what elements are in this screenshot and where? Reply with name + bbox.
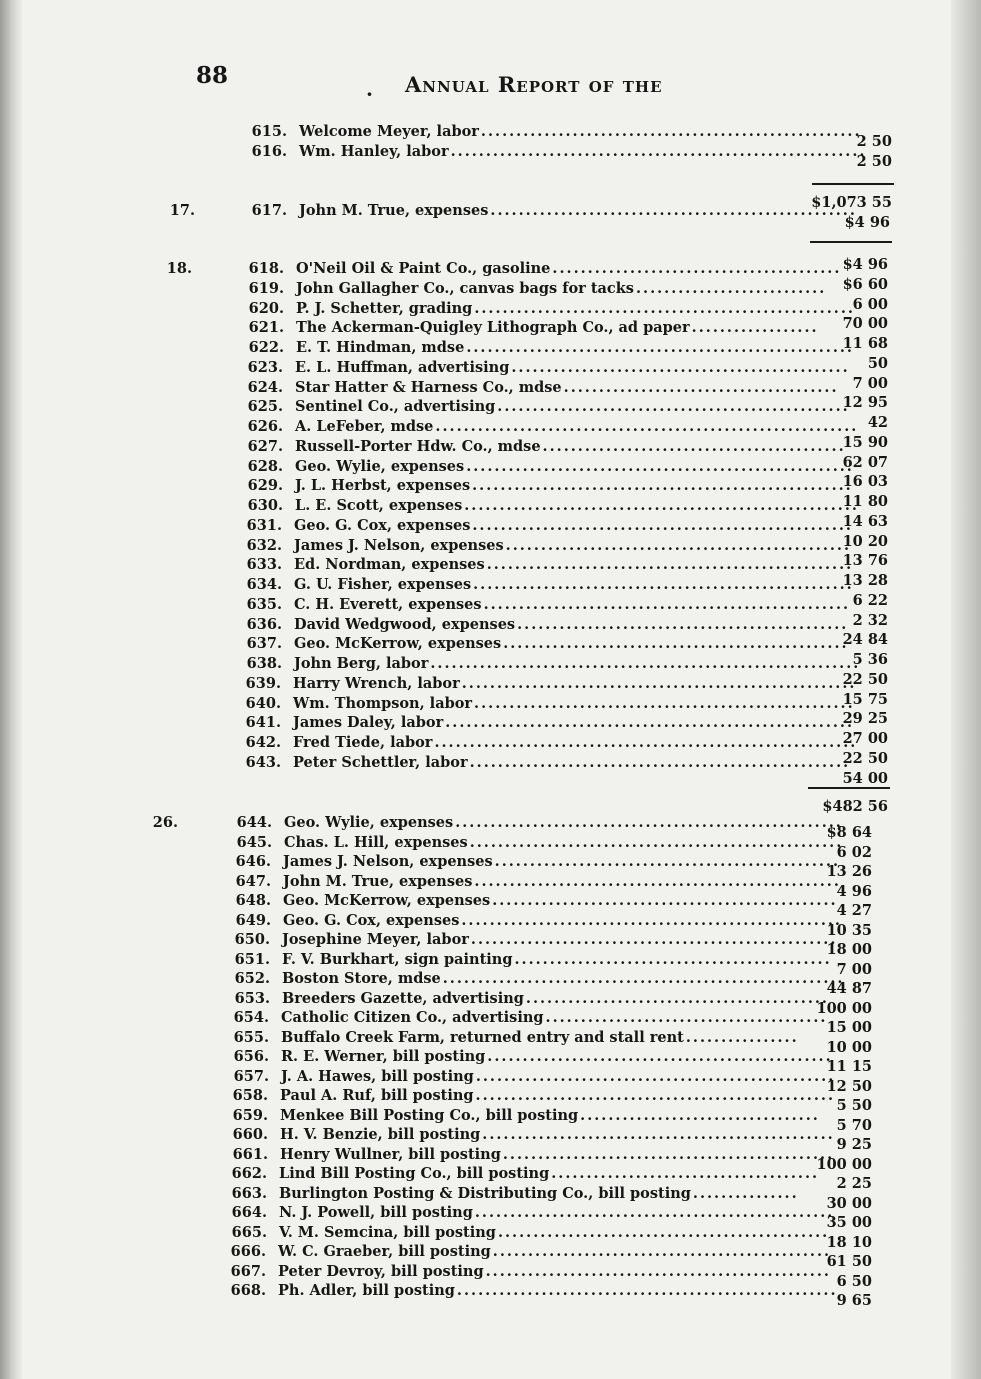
running-head: Annual Report of the [405,72,663,97]
entry-description: John Gallagher Co., canvas bags for tacks [296,279,634,297]
entry-amount: 6 00 [852,295,888,313]
dot-leader: ........................................................ [464,497,859,514]
entry-amount: 22 50 [842,670,888,688]
voucher-number: 643. [245,753,281,771]
entry-description: R. E. Werner, bill posting [281,1048,486,1065]
entry-description: Buffalo Creek Farm, returned entry and stall rent [281,1028,684,1046]
table-row [150,575,854,595]
entry-amount: 16 03 [842,473,888,491]
dot-leader: ........................................... [525,989,829,1007]
table-row [149,713,855,733]
entry-description: James J. Nelson, expenses [283,853,493,870]
table-row [136,930,838,950]
entry-day: 26. [152,814,178,831]
entry-description: G. U. Fisher, expenses [294,576,472,593]
voucher-number: 646. [235,853,271,870]
total-rule [810,241,892,243]
dot-leader: ....................................................... [466,457,854,475]
dot-leader: .................................................. [497,398,850,416]
voucher-number: 657. [233,1067,269,1085]
dot-leader: ................................................... [474,1204,835,1221]
dot-leader: ................................................... [475,1087,835,1104]
voucher-number: 642. [245,734,281,751]
entry-amount: 35 00 [826,1214,872,1231]
dot-leader: .................................................... [486,556,854,574]
entry-amount: 4 27 [836,902,872,919]
entry-amount: $8 64 [826,824,872,841]
dot-leader: ...................................................... [474,694,855,712]
voucher-number: 666. [230,1243,266,1260]
dot-leader: ................................................ [492,1243,832,1260]
voucher-number: 635. [246,595,282,613]
entry-amount: 22 50 [842,749,888,767]
entry-amount: 4 96 [836,882,872,900]
dot-leader: ................................................. [494,853,841,870]
entry-amount: 5 70 [836,1116,872,1134]
voucher-number: 633. [246,556,282,574]
dot-leader: ...................................................... [480,123,862,140]
section-total: $1,073 55 [811,194,892,211]
voucher-number: 619. [248,279,284,297]
entry-description: John M. True, expenses [283,872,473,890]
entry-description: Breeders Gazette, advertising [282,989,524,1007]
table-row [137,872,841,892]
dot-leader: ........................................... [542,437,846,455]
table-row [155,201,857,221]
voucher-number: 650. [234,931,270,948]
voucher-number: 624. [247,378,283,396]
entry-description: John Berg, labor [294,655,429,672]
table-row [150,516,853,536]
entry-description: Welcome Meyer, labor [299,123,479,140]
voucher-number: 621. [248,319,284,337]
entry-description: Harry Wrench, labor [293,674,460,692]
entry-description: Russell-Porter Hdw. Co., mdse [295,437,541,455]
dot-leader: ...................................................... [461,911,842,929]
table-row [151,476,853,496]
entry-description: Josephine Meyer, labor [282,931,469,948]
entry-amount: 2 32 [852,611,888,629]
entry-description: C. H. Everett, expenses [294,595,482,613]
dot-leader: ............................................................. [430,655,861,672]
entry-description: David Wedgwood, expenses [294,615,516,633]
voucher-number: 659. [232,1106,268,1124]
entry-description: James J. Nelson, expenses [294,536,504,554]
entry-amount: 12 95 [842,394,888,412]
dot-leader: .................. [691,319,819,337]
table-row [155,122,862,142]
table-row [135,1008,828,1028]
voucher-number: 631. [246,516,282,534]
voucher-number: 651. [234,950,270,968]
entry-description: Star Hatter & Harness Co., mdse [295,378,562,396]
voucher-number: 648. [235,892,271,909]
entry-amount: 15 75 [842,690,888,708]
dot-leader: ........................... [635,279,827,297]
table-row [138,813,843,833]
dot-leader: ................................................. [485,1262,831,1280]
total-rule [812,183,894,185]
table-row [133,1164,820,1184]
entry-amount: 62 07 [842,453,888,471]
dot-leader: ................................................ [511,358,850,376]
voucher-number: 656. [233,1048,269,1065]
total-rule [808,787,890,789]
voucher-number: 617. [251,202,287,219]
dot-leader: ...................................................... [472,516,853,534]
entry-amount: 2 50 [856,133,892,150]
entry-amount: 6 22 [852,591,888,609]
table-row [149,694,855,714]
table-row [150,555,854,575]
entry-description: Geo. G. Cox, expenses [294,516,471,534]
voucher-number: 634. [246,576,282,593]
dot-leader: ............................................................ [434,734,858,751]
voucher-number: 661. [232,1145,268,1163]
entry-amount: 70 00 [842,315,888,333]
dot-leader: ......................................... [552,260,842,277]
dot-leader: ....................................................... [455,814,843,831]
dot-leader: ...................................................... [469,753,851,771]
entry-description: Ed. Nordman, expenses [294,556,485,574]
table-row [132,1281,838,1301]
voucher-number: 638. [246,655,282,672]
entry-amount: $6 60 [842,275,888,293]
dot-leader: ............................................................ [435,418,859,435]
table-row [152,259,842,279]
entry-description: Geo. McKerrow, expenses [283,892,491,909]
entry-description: Geo. McKerrow, expenses [294,635,502,653]
entry-amount: 10 35 [826,921,872,939]
table-row [150,536,852,556]
voucher-number: 628. [247,457,283,475]
entry-description: W. C. Graeber, bill posting [278,1243,491,1260]
dot-leader: ............................................. [514,950,832,968]
dot-leader: .................................................. [482,1126,835,1143]
entry-amount: 7 00 [852,374,888,392]
dot-leader: ........................................ [545,1009,828,1026]
entry-day: 17. [169,202,195,219]
entry-amount: 100 00 [816,999,872,1017]
dot-leader: ...................................................... [474,299,855,317]
table-row [152,338,854,358]
dot-leader: ...................................... [551,1165,820,1182]
voucher-number: 644. [236,814,272,831]
entry-amount: 10 00 [826,1038,872,1056]
table-row [132,1262,831,1282]
dot-leader: ................................................... [475,1067,836,1085]
entry-description: O'Neil Oil & Paint Co., gasoline [296,260,551,277]
table-row [137,891,838,911]
table-row [138,833,844,853]
voucher-number: 636. [246,615,282,633]
dot-leader: ..................................................... [469,833,844,851]
entry-description: H. V. Benzie, bill posting [280,1126,481,1143]
voucher-number: 664. [231,1204,267,1221]
entry-amount: 2 50 [856,152,892,170]
entry-description: Chas. L. Hill, expenses [284,833,468,851]
entry-description: Burlington Posting & Distributing Co., bill posting [279,1184,691,1202]
voucher-number: 626. [247,418,283,435]
entry-amount: 24 84 [842,631,888,649]
dot-leader: ...................................................... [472,477,853,495]
voucher-number: 623. [247,358,283,376]
voucher-number: 663. [231,1184,267,1202]
entry-amount: 6 50 [836,1272,872,1290]
table-row [134,1106,820,1126]
voucher-number: 627. [247,437,283,455]
entry-description: Fred Tiede, labor [293,734,433,751]
entry-description: J. A. Hawes, bill posting [281,1067,474,1085]
entry-description: P. J. Schetter, grading [296,299,473,317]
voucher-number: 652. [234,970,270,987]
table-row [151,457,854,477]
entry-description: Geo. G. Cox, expenses [283,911,460,929]
entry-amount: 11 15 [826,1058,872,1075]
entry-amount: $4 96 [842,256,888,273]
table-row [134,1145,835,1165]
dot-leader: ............... [692,1184,799,1202]
entry-amount: 42 [867,414,888,431]
entry-amount: 18 00 [826,941,872,958]
entry-description: Menkee Bill Posting Co., bill posting [280,1106,579,1124]
dot-leader: ......................................................... [442,970,845,987]
entry-amount: 15 90 [842,433,888,451]
entry-description: Wm. Thompson, labor [293,694,473,712]
table-row [151,496,859,516]
table-row [133,1184,799,1204]
voucher-number: 668. [230,1282,266,1299]
table-row [152,318,819,338]
table-row [150,615,849,635]
entry-amount: 50 [867,354,888,372]
entry-amount: 15 00 [826,1019,872,1036]
dot-leader: ................................................. [487,1048,833,1065]
voucher-number: 662. [231,1165,267,1182]
entry-amount: $4 96 [844,214,890,231]
voucher-number: 615. [251,123,287,140]
entry-day: 18. [166,260,192,277]
table-row [152,279,827,299]
dot-leader: ................................................. [505,536,852,554]
table-row [136,969,845,989]
entry-description: Ph. Adler, bill posting [278,1282,455,1299]
dot-leader: ...................................................... [456,1282,838,1299]
dot-leader: ................................................. [492,892,838,909]
voucher-number: 640. [245,694,281,712]
voucher-number: 655. [233,1028,269,1046]
voucher-number: 649. [235,911,271,929]
table-row [150,595,851,615]
table-row [149,733,858,753]
voucher-number: 639. [245,674,281,692]
entry-description: Catholic Citizen Co., advertising [281,1009,544,1026]
table-row [137,852,841,872]
entry-amount: 11 80 [842,493,888,510]
entry-amount: 12 50 [826,1077,872,1095]
dot-leader: .................................................... [483,595,851,613]
entry-amount: 61 50 [826,1253,872,1270]
table-row [137,911,842,931]
entry-description: Peter Devroy, bill posting [278,1262,484,1280]
dot-leader: ........................................................ [461,674,857,692]
table-row [134,1125,835,1145]
voucher-number: 641. [245,714,281,732]
entry-amount: 27 00 [842,730,888,747]
table-row [133,1223,830,1243]
table-row [152,299,855,319]
entry-amount: 30 00 [826,1194,872,1212]
dot-leader: ............................................... [497,1223,830,1241]
voucher-number: 658. [232,1087,268,1104]
entry-amount: 11 68 [842,335,888,352]
entry-description: E. T. Hindman, mdse [296,339,465,356]
voucher-number: 625. [247,398,283,416]
table-row [135,1047,833,1067]
voucher-number: 653. [234,989,270,1007]
entry-amount: 2 25 [836,1175,872,1192]
entry-description: Sentinel Co., advertising [295,398,496,416]
voucher-number: 632. [246,536,282,554]
entry-amount: 14 63 [842,512,888,530]
table-row [151,397,850,417]
voucher-number: 660. [232,1126,268,1143]
page-number: 88 [196,62,229,89]
entry-amount: 44 87 [826,980,872,997]
dot-leader: .................................. [580,1106,820,1124]
table-row [135,1067,836,1087]
entry-amount: 13 26 [826,863,872,880]
table-row [149,753,851,773]
dot-leader: ....................................................... [466,339,854,356]
entry-amount: 54 00 [842,769,888,787]
entry-amount: 5 50 [836,1097,872,1114]
entry-amount: 9 65 [836,1292,872,1309]
entry-description: Henry Wullner, bill posting [280,1145,501,1163]
table-row [135,1028,799,1048]
entry-description: Wm. Hanley, labor [299,142,449,160]
dot-leader: ................ [685,1028,799,1046]
table-row [155,142,867,162]
table-row [136,950,832,970]
voucher-number: 618. [248,260,284,277]
entry-description: A. LeFeber, mdse [295,418,434,435]
entry-description: N. J. Powell, bill posting [279,1204,473,1221]
table-row [134,1086,835,1106]
entry-amount: 7 00 [836,960,872,978]
entry-description: Lind Bill Posting Co., bill posting [279,1165,550,1182]
entry-description: Paul A. Ruf, bill posting [280,1087,474,1104]
entry-description: L. E. Scott, expenses [295,497,463,514]
entry-description: Peter Schettler, labor [293,753,468,771]
table-row [149,674,857,694]
voucher-number: 637. [246,635,282,653]
entry-amount: 9 25 [836,1136,872,1153]
entry-amount: 10 20 [842,532,888,550]
entry-description: V. M. Semcina, bill posting [279,1223,496,1241]
dot-leader: .......................................................... [445,714,855,732]
table-row [136,989,829,1009]
dot-leader: .................................................... [470,931,838,948]
section-total: $482 56 [822,798,888,815]
table-row [151,437,846,457]
dot-leader: ....................................... [563,378,839,396]
voucher-number: 630. [247,497,283,514]
entry-description: Boston Store, mdse [282,970,441,987]
dot-leader: .................................................... [474,872,841,890]
voucher-number: 665. [231,1223,267,1241]
entry-amount: 5 36 [852,651,888,668]
table-row [151,417,859,437]
table-row [150,654,861,674]
table-row [133,1203,835,1223]
entry-amount: 100 00 [816,1155,872,1173]
entry-amount: 18 10 [826,1233,872,1251]
entry-description: The Ackerman-Quigley Lithograph Co., ad paper [296,319,690,337]
dot-leader: ...................................................... [473,576,854,593]
voucher-number: 645. [236,833,272,851]
dot-leader: ............................................... [517,615,849,633]
voucher-number: 620. [248,299,284,317]
entry-description: F. V. Burkhart, sign painting [282,950,513,968]
entry-amount: 13 76 [842,552,888,570]
voucher-number: 616. [251,142,287,160]
voucher-number: 629. [247,477,283,495]
voucher-number: 647. [235,872,271,890]
voucher-number: 667. [230,1262,266,1280]
entry-description: James Daley, labor [293,714,444,732]
running-head-dot: · [366,82,373,106]
table-row [132,1242,832,1262]
voucher-number: 622. [248,339,284,356]
dot-leader: ........................................................... [450,142,867,160]
entry-description: John M. True, expenses [299,202,489,219]
table-row [151,358,850,378]
dot-leader: .................................................... [490,202,857,219]
dot-leader: ............................................... [502,1145,835,1163]
entry-amount: 29 25 [842,710,888,728]
entry-description: Geo. Wylie, expenses [284,814,454,831]
entry-amount: 6 02 [836,843,872,861]
entry-description: E. L. Huffman, advertising [295,358,510,376]
voucher-number: 654. [233,1009,269,1026]
entry-amount: 13 28 [842,572,888,589]
entry-description: Geo. Wylie, expenses [295,457,465,475]
table-row [150,634,849,654]
entry-description: J. L. Herbst, expenses [295,477,471,495]
dot-leader: ................................................. [503,635,849,653]
table-row [151,378,839,398]
